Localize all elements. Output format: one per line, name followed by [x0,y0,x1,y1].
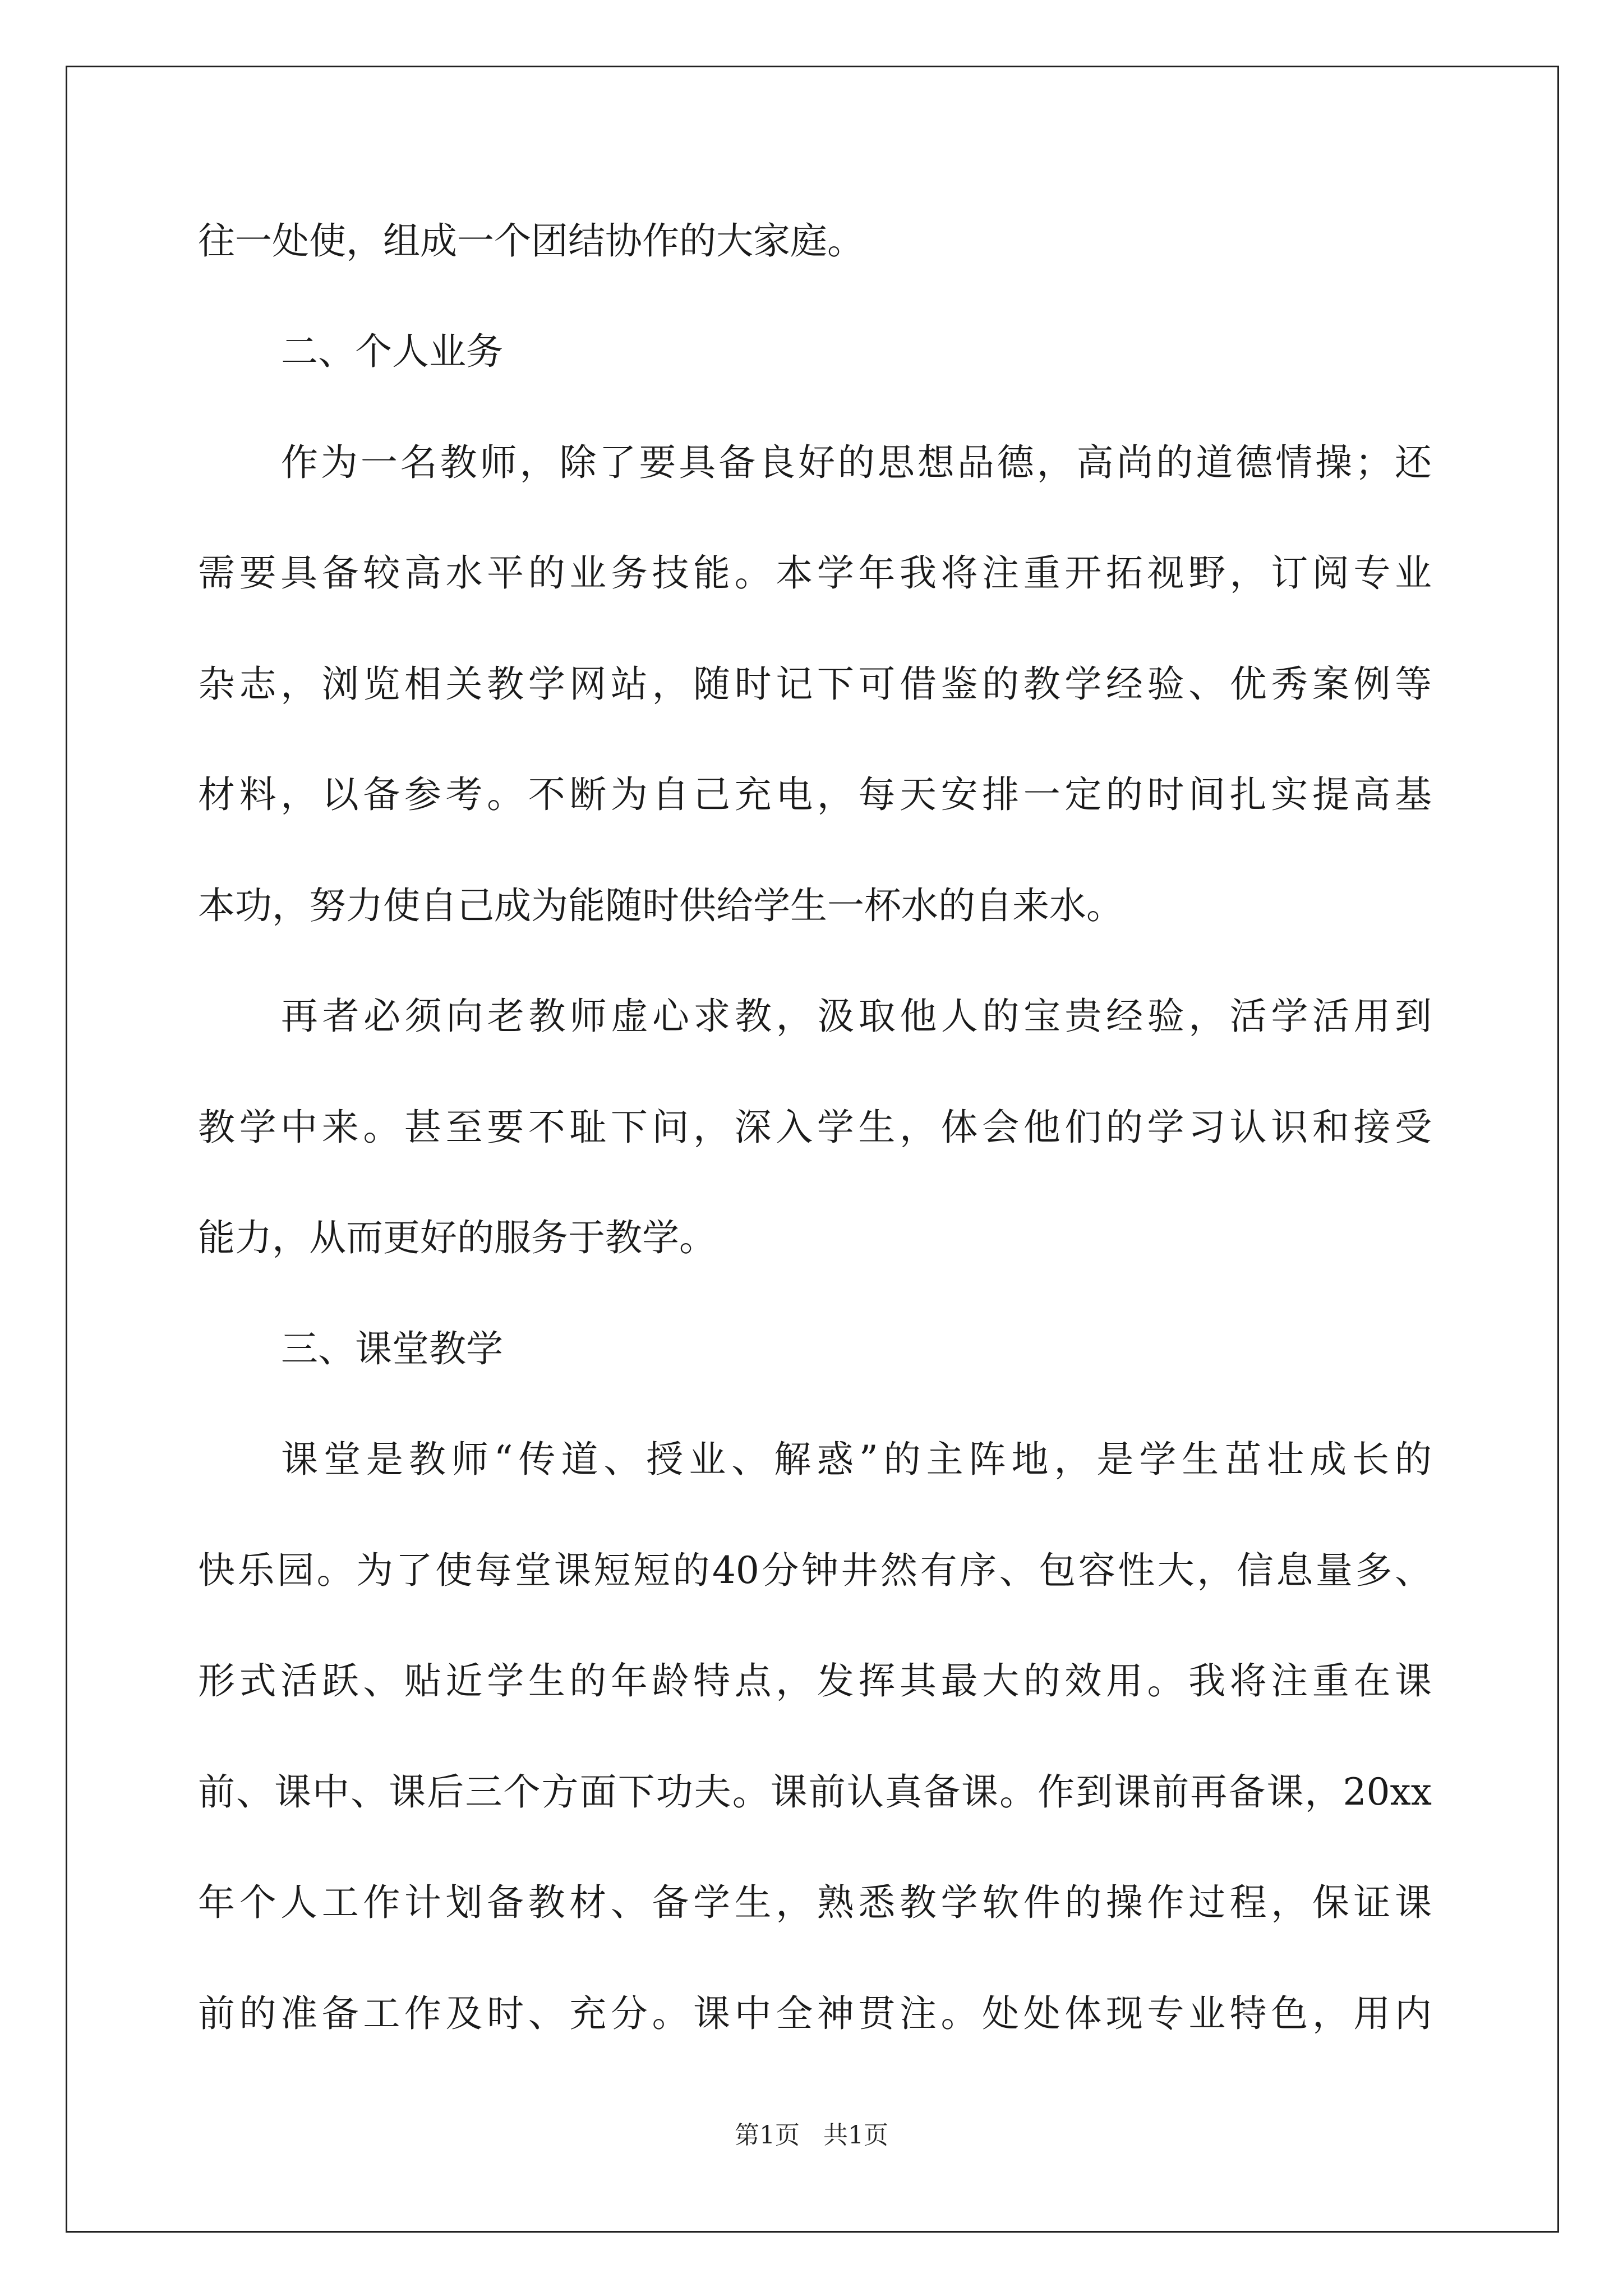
section-heading: 二、个人业务 [281,330,503,373]
text-line: 前的准备工作及时、充分。课中全神贯注。处处体现专业特色，用内 [198,1992,1432,2035]
section-heading: 三、课堂教学 [281,1327,503,1370]
text-line: 前、课中、课后三个方面下功夫。课前认真备课。作到课前再备课，20xx [198,1770,1432,1814]
text-line: 往一处使，组成一个团结协作的大家庭。 [198,219,864,263]
text-line: 需要具备较高水平的业务技能。本学年我将注重开拓视野，订阅专业 [198,551,1432,595]
text-line: 本功，努力使自己成为能随时供给学生一杯水的自来水。 [198,884,1123,927]
text-line: 快乐园。为了使每堂课短短的40分钟井然有序、包容性大，信息量多、 [198,1549,1432,1592]
text-line: 年个人工作计划备教材、备学生，熟悉教学软件的操作过程，保证课 [198,1881,1432,1924]
text-line: 再者必须向老教师虚心求教，汲取他人的宝贵经验，活学活用到 [281,995,1432,1038]
text-line: 作为一名教师，除了要具备良好的思想品德，高尚的道德情操；还 [281,441,1432,484]
text-line: 材料，以备参考。不断为自己充电，每天安排一定的时间扎实提高基 [198,773,1432,816]
text-line: 杂志，浏览相关教学网站，随时记下可借鉴的教学经验、优秀案例等 [198,662,1432,706]
text-line: 教学中来。甚至要不耻下问，深入学生，体会他们的学习认识和接受 [198,1106,1432,1149]
text-line: 形式活跃、贴近学生的年龄特点，发挥其最大的效用。我将注重在课 [198,1659,1432,1703]
text-line: 能力，从而更好的服务于教学。 [198,1216,716,1259]
page-footer: 第1页 共1页 [735,2121,888,2150]
text-line: 课堂是教师“传道、授业、解惑”的主阵地，是学生茁壮成长的 [281,1438,1432,1481]
